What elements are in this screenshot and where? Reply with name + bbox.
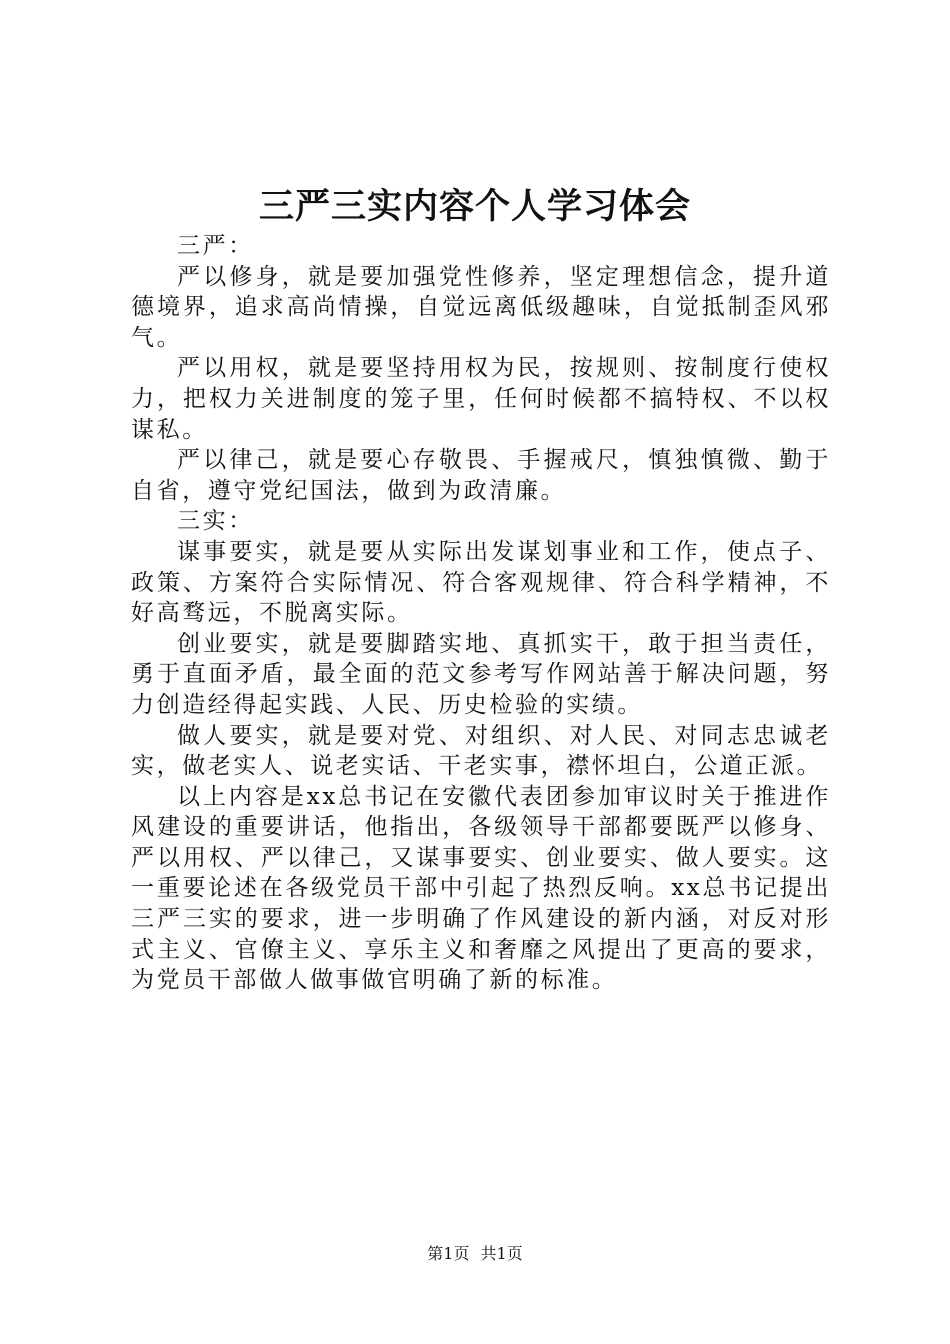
page-number: 第1页 (427, 1244, 470, 1263)
paragraph-yan-yi-yong-quan: 严以用权，就是要坚持用权为民，按规则、按制度行使权力，把权力关进制度的笼子里，任何时候都不搞特权、不以权谋私。 (131, 355, 831, 443)
paragraph-yan-yi-xiu-shen: 严以修身，就是要加强党性修养，坚定理想信念，提升道德境界，追求高尚情操，自觉远离低级趣味，自觉抵制歪风邪气。 (131, 263, 831, 351)
paragraph-mou-shi-yao-shi: 谋事要实，就是要从实际出发谋划事业和工作，使点子、政策、方案符合实际情况、符合客观规律、符合科学精神，不好高骛远，不脱离实际。 (131, 538, 831, 627)
paragraph-yan-yi-lv-ji: 严以律己，就是要心存敬畏、手握戒尺，慎独慎微、勤于自省，遵守党纪国法，做到为政清廉。 (131, 447, 831, 504)
paragraph-zuo-ren-yao-shi: 做人要实，就是要对党、对组织、对人民、对同志忠诚老实，做老实人、说老实话、干老实事，襟怀坦白，公道正派。 (131, 722, 831, 780)
section-heading-san-shi: 三实： (177, 508, 254, 535)
page-total: 共1页 (480, 1244, 523, 1263)
section-heading-san-yan: 三严： (177, 233, 254, 259)
page-footer (0, 1242, 950, 1266)
paragraph-chuang-ye-yao-shi: 创业要实，就是要脚踏实地、真抓实干，敢于担当责任，勇于直面矛盾，最全面的范文参考写作网站善于解决问题，努力创造经得起实践、人民、历史检验的实绩。 (131, 630, 831, 718)
document-title: 三严三实内容个人学习体会 (258, 186, 691, 227)
paragraph-summary: 以上内容是xx总书记在安徽代表团参加审议时关于推进作风建设的重要讲话，他指出，各级领导干部都要既严以修身、严以用权、严以律己，又谋事要实、创业要实、做人要实。这一重要论述在各级党员干部中引起了热烈反响。xx总书记提出三严三实的要求，进一步明确了作风建设的新内涵，对反对形式主义、官僚主义、享乐主义和奢靡之风提出了更高的要求，为党员干部做人做事做官明确了新的标准。 (131, 783, 831, 994)
document-body (131, 231, 831, 996)
